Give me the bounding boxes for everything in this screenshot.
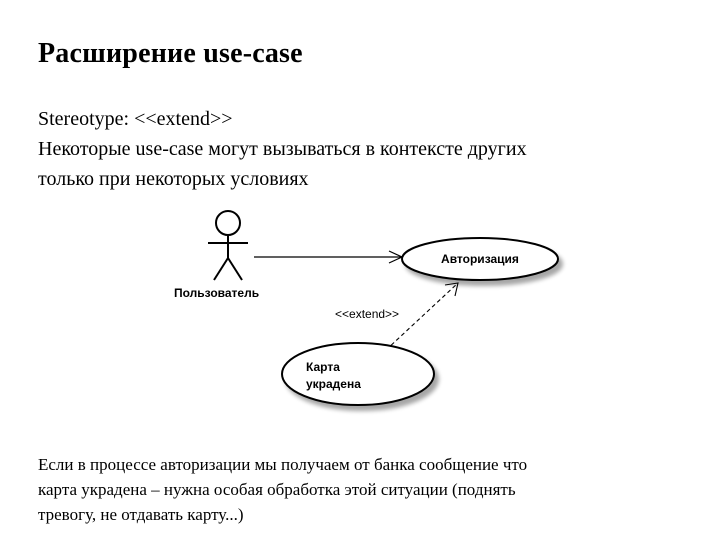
actor-left-leg (214, 258, 228, 280)
intro-line: Stereotype: <<extend>> (38, 108, 233, 130)
use-case-label-line: украдена (306, 377, 361, 391)
association-arrow (254, 251, 402, 263)
use-case-label: Авторизация (441, 252, 519, 266)
intro-line: Некоторые use-case могут вызываться в контексте других (38, 138, 527, 160)
actor-figure (208, 211, 248, 280)
extend-label: <<extend>> (335, 307, 400, 321)
footnote-line: тревогу, не отдавать карту...) (38, 505, 244, 524)
slide-title: Расширение use-case (38, 38, 303, 69)
actor-right-leg (228, 258, 242, 280)
intro-line: только при некоторых условиях (38, 168, 309, 190)
footnote-line: Если в процессе авторизации мы получаем от банка сообщение что (38, 455, 528, 474)
actor-head (216, 211, 240, 235)
use-case-card-stolen[interactable] (282, 343, 434, 405)
use-case-authorization[interactable] (402, 238, 558, 280)
footnote-text (38, 452, 527, 527)
actor-label: Пользователь (174, 286, 260, 300)
footnote-line: карта украдена – нужна особая обработка этой ситуации (поднять (38, 480, 516, 499)
use-case-label-line: Карта (306, 360, 340, 374)
